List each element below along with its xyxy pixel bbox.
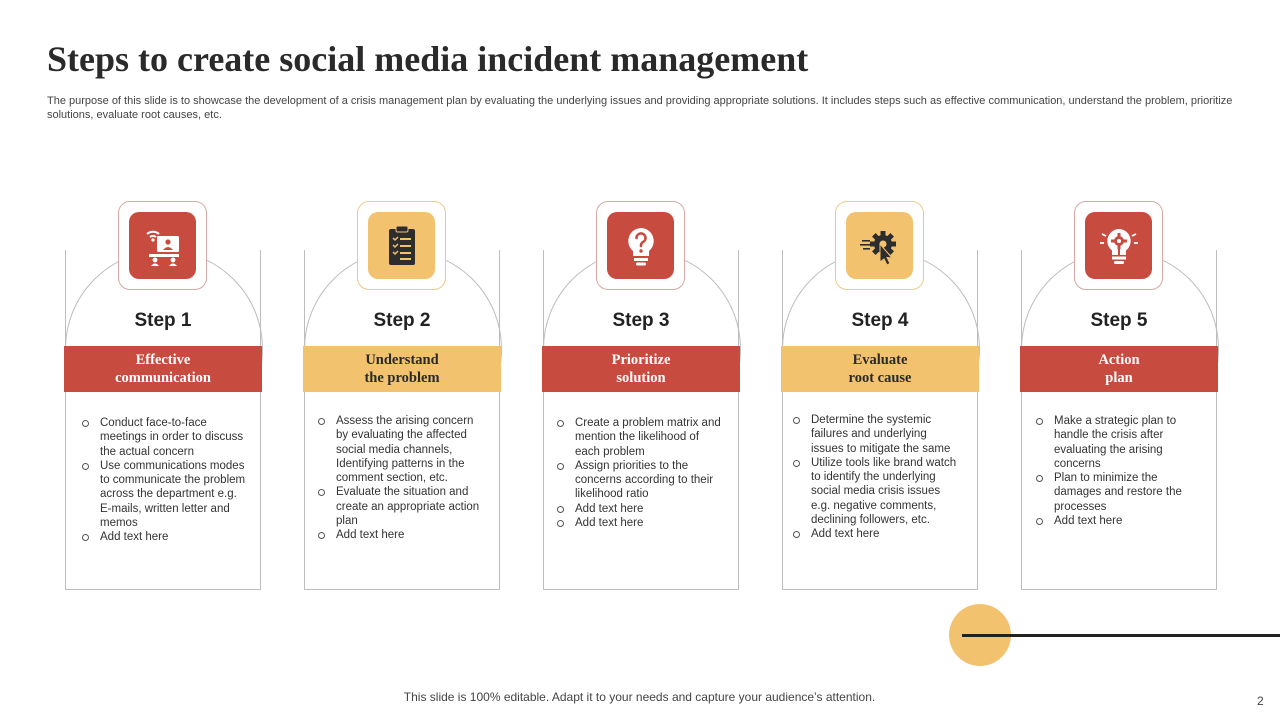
list-item: Assign priorities to the concerns according to their likelihood ratio: [556, 459, 724, 502]
step-heading-1: Effective communication: [64, 346, 262, 392]
lightbulb-gear-icon: [1097, 224, 1141, 268]
step-bullets-4: [792, 413, 960, 542]
list-item: Add text here: [556, 516, 724, 530]
step-label-2: Step 2: [373, 310, 431, 331]
step-label-5: Step 5: [1090, 310, 1148, 331]
step-heading-3: Prioritize solution: [542, 346, 740, 392]
step-label-3: Step 3: [612, 310, 670, 331]
lightbulb-question-icon: [619, 224, 663, 268]
list-item: Create a problem matrix and mention the likelihood of each problem: [556, 416, 724, 459]
page-number: 2: [1257, 694, 1264, 708]
list-item: Add text here: [1035, 514, 1203, 528]
step-label-1: Step 1: [134, 310, 192, 331]
list-item: Conduct face-to-face meetings in order to discuss the actual concern: [81, 416, 249, 459]
step-bullets-5: [1035, 414, 1203, 528]
icon-frame-2: [357, 201, 446, 290]
list-item: Utilize tools like brand watch to identify the underlying social media crisis issues e.g. negative comments, declining followers, etc.: [792, 456, 960, 527]
gear-cursor-icon: [858, 224, 902, 268]
list-item: Make a strategic plan to handle the crisis after evaluating the arising concerns: [1035, 414, 1203, 471]
step-bullets-1: [81, 416, 249, 545]
step-heading-4: Evaluate root cause: [781, 346, 979, 392]
step-label-4: Step 4: [851, 310, 909, 331]
slide-subtitle: The purpose of this slide is to showcase the development of a crisis management plan by evaluating the underlying issues and providing appropriate solutions. It includes steps such as effective communication, understand the problem, prioritize solutions, evaluate root causes, etc.: [47, 95, 1233, 121]
list-item: Add text here: [81, 530, 249, 544]
list-item: Plan to minimize the damages and restore the processes: [1035, 471, 1203, 514]
list-item: Determine the systemic failures and underlying issues to mitigate the same: [792, 413, 960, 456]
list-item: Use communications modes to communicate the problem across the department e.g. E-mails, written letter and memos: [81, 459, 249, 530]
step-bullets-2: [317, 414, 485, 543]
slide-footer: This slide is 100% editable. Adapt it to your needs and capture your audience’s attention.: [403, 690, 876, 704]
step-heading-5: Action plan: [1020, 346, 1218, 392]
video-call-icon: [141, 224, 185, 268]
icon-frame-3: [596, 201, 685, 290]
clipboard-checklist-icon: [380, 224, 424, 268]
icon-frame-4: [835, 201, 924, 290]
step-bullets-3: [556, 416, 724, 530]
list-item: Add text here: [556, 502, 724, 516]
decorative-line: [962, 634, 1280, 637]
icon-frame-1: [118, 201, 207, 290]
list-item: Add text here: [792, 527, 960, 541]
list-item: Evaluate the situation and create an appropriate action plan: [317, 485, 485, 528]
icon-frame-5: [1074, 201, 1163, 290]
slide-title: Steps to create social media incident management: [47, 39, 809, 79]
list-item: Assess the arising concern by evaluating the affected social media channels, Identifying patterns in the comment section, etc.: [317, 414, 485, 485]
list-item: Add text here: [317, 528, 485, 542]
step-heading-2: Understand the problem: [303, 346, 501, 392]
